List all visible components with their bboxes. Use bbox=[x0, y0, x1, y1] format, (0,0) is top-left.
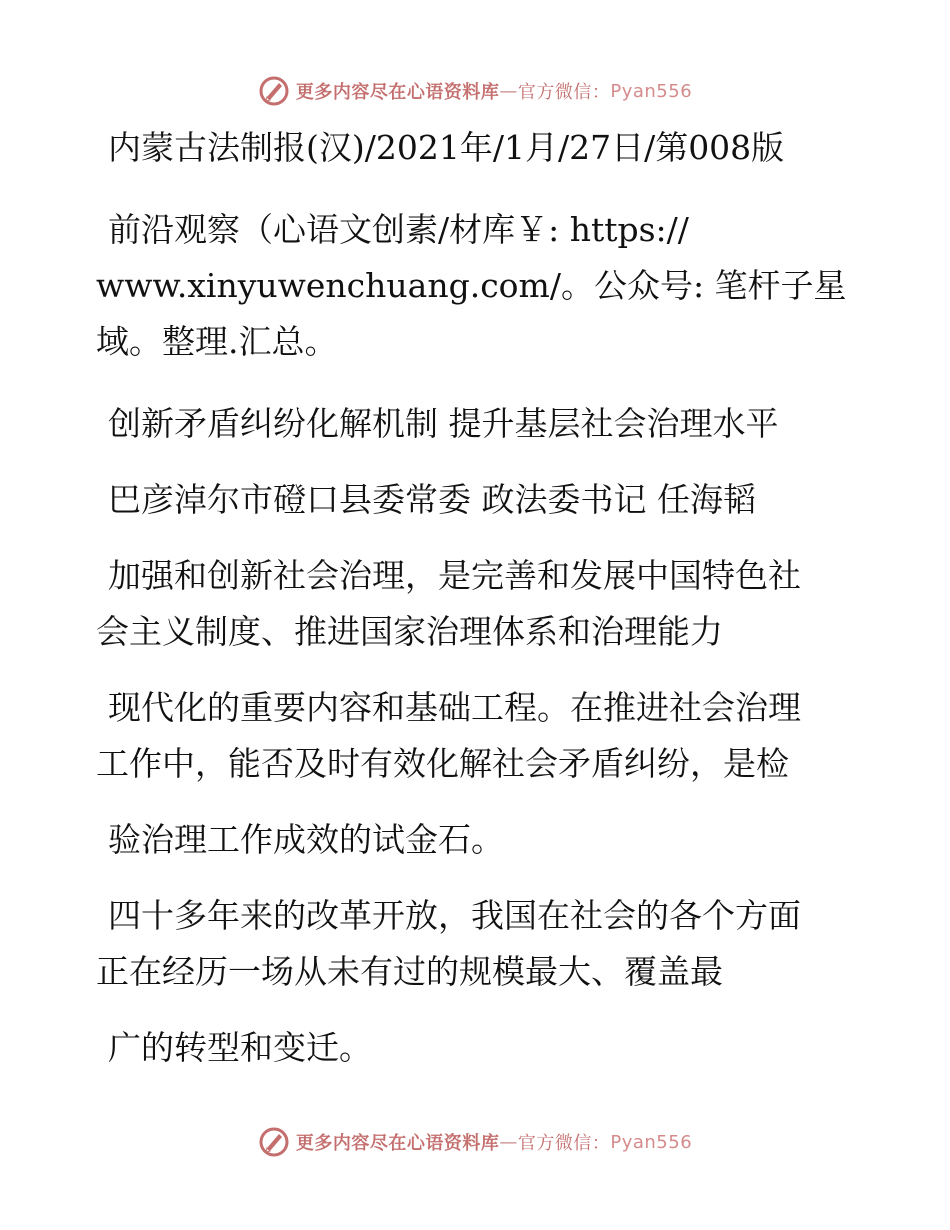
logo-icon bbox=[258, 75, 290, 107]
banner-sub-text: 官方微信： bbox=[517, 82, 611, 103]
text-line: 正在经历一场从未有过的规模最大、覆盖最 bbox=[96, 952, 723, 991]
document-body bbox=[96, 120, 847, 1076]
text-line: 验治理工作成效的试金石。 bbox=[108, 820, 504, 859]
banner-dash: — bbox=[499, 1131, 518, 1153]
text-line: 现代化的重要内容和基础工程。在推进社会治理 bbox=[108, 688, 801, 727]
text-line: 前沿观察（心语文创素/材库￥: https:// bbox=[108, 210, 689, 249]
banner-dash: — bbox=[499, 80, 518, 102]
text-line: www.xinyuwenchuang.com/。公众号: 笔杆子星 bbox=[96, 266, 847, 305]
text-line: 创新矛盾纠纷化解机制 提升基层社会治理水平 bbox=[108, 404, 779, 443]
banner-main-text: 更多内容尽在心语资料库 bbox=[295, 82, 500, 103]
text-line: 域。整理.汇总。 bbox=[96, 322, 338, 361]
text-line: 广的转型和变迁。 bbox=[108, 1028, 372, 1067]
text-line: 巴彦淖尔市磴口县委常委 政法委书记 任海韬 bbox=[108, 480, 756, 519]
text-line: 四十多年来的改革开放，我国在社会的各个方面 bbox=[108, 896, 801, 935]
banner-sub-text: 官方微信： bbox=[517, 1133, 611, 1154]
text-line: 加强和创新社会治理，是完善和发展中国特色社 bbox=[108, 556, 801, 595]
text-line: 会主义制度、推进国家治理体系和治理能力 bbox=[96, 612, 723, 651]
header-banner bbox=[0, 71, 950, 111]
logo-icon bbox=[258, 1126, 290, 1158]
banner-wechat-id: Pyan556 bbox=[610, 1131, 693, 1153]
text-line: 工作中，能否及时有效化解社会矛盾纠纷，是检 bbox=[96, 744, 789, 783]
text-line: 内蒙古法制报(汉)/2021年/1月/27日/第008版 bbox=[108, 128, 785, 167]
footer-banner bbox=[0, 1122, 950, 1162]
banner-main-text: 更多内容尽在心语资料库 bbox=[295, 1133, 500, 1154]
banner-wechat-id: Pyan556 bbox=[610, 80, 693, 102]
